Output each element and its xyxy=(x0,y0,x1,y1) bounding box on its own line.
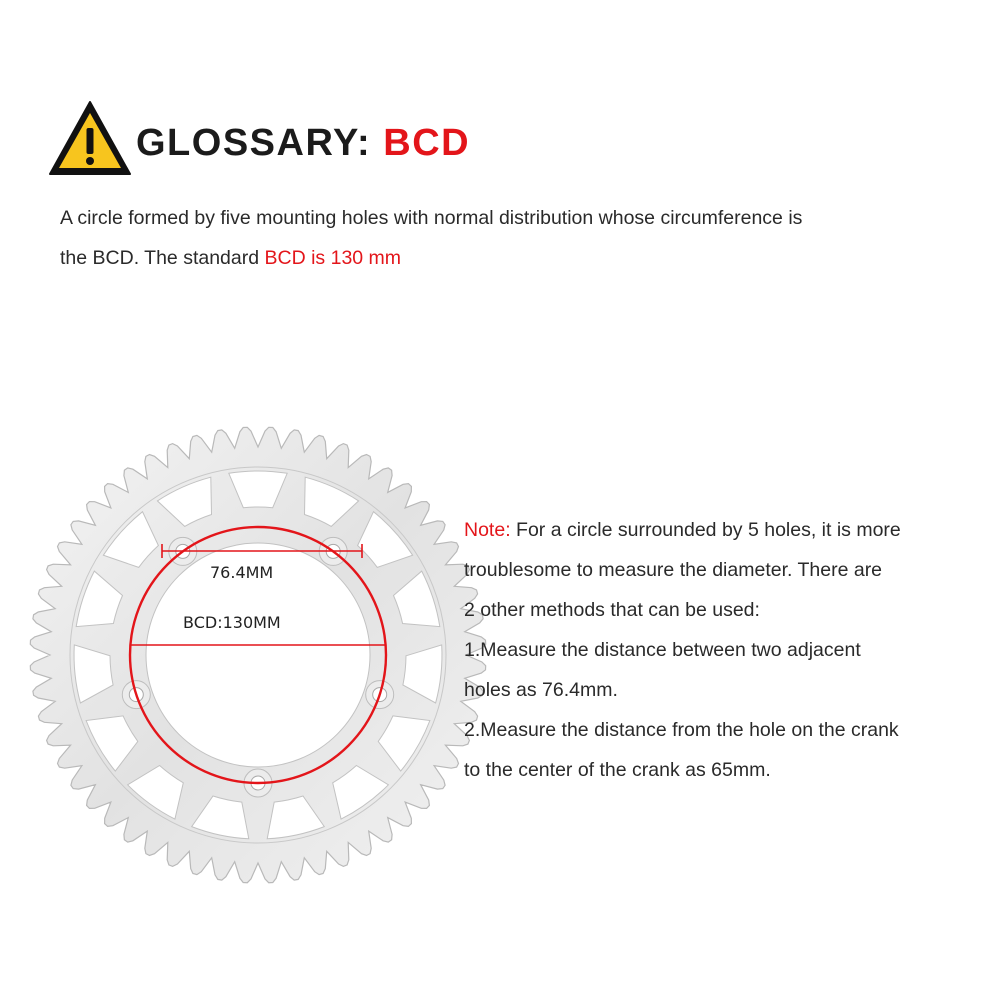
adjacent-distance-label: 76.4MM xyxy=(210,563,274,582)
note-line-7: to the center of the crank as 65mm. xyxy=(464,759,771,781)
intro-paragraph xyxy=(60,198,980,278)
warning-triangle-icon xyxy=(48,100,132,176)
note-label: Note: xyxy=(464,519,511,541)
note-line-4: 1.Measure the distance between two adjacent xyxy=(464,639,861,661)
bcd-label: BCD:130MM xyxy=(183,613,281,632)
note-block xyxy=(464,510,994,790)
note-line-1 xyxy=(464,510,994,550)
chainring-diagram xyxy=(28,425,488,885)
title-term: BCD xyxy=(383,122,471,164)
title-prefix: GLOSSARY: xyxy=(136,122,372,164)
note-text-1: For a circle surrounded by 5 holes, it is more xyxy=(510,519,901,541)
note-line-6: 2.Measure the distance from the hole on the crank xyxy=(464,719,899,741)
intro-line-2: the BCD. The standard xyxy=(60,247,265,269)
page-title xyxy=(136,124,470,162)
note-line-5: holes as 76.4mm. xyxy=(464,679,618,701)
intro-line-1: A circle formed by five mounting holes with normal distribution whose circumference is xyxy=(60,207,803,229)
note-line-3: 2 other methods that can be used: xyxy=(464,599,760,621)
intro-line-2-highlight: BCD is 130 mm xyxy=(264,247,402,269)
note-line-2: troublesome to measure the diameter. There are xyxy=(464,559,883,581)
